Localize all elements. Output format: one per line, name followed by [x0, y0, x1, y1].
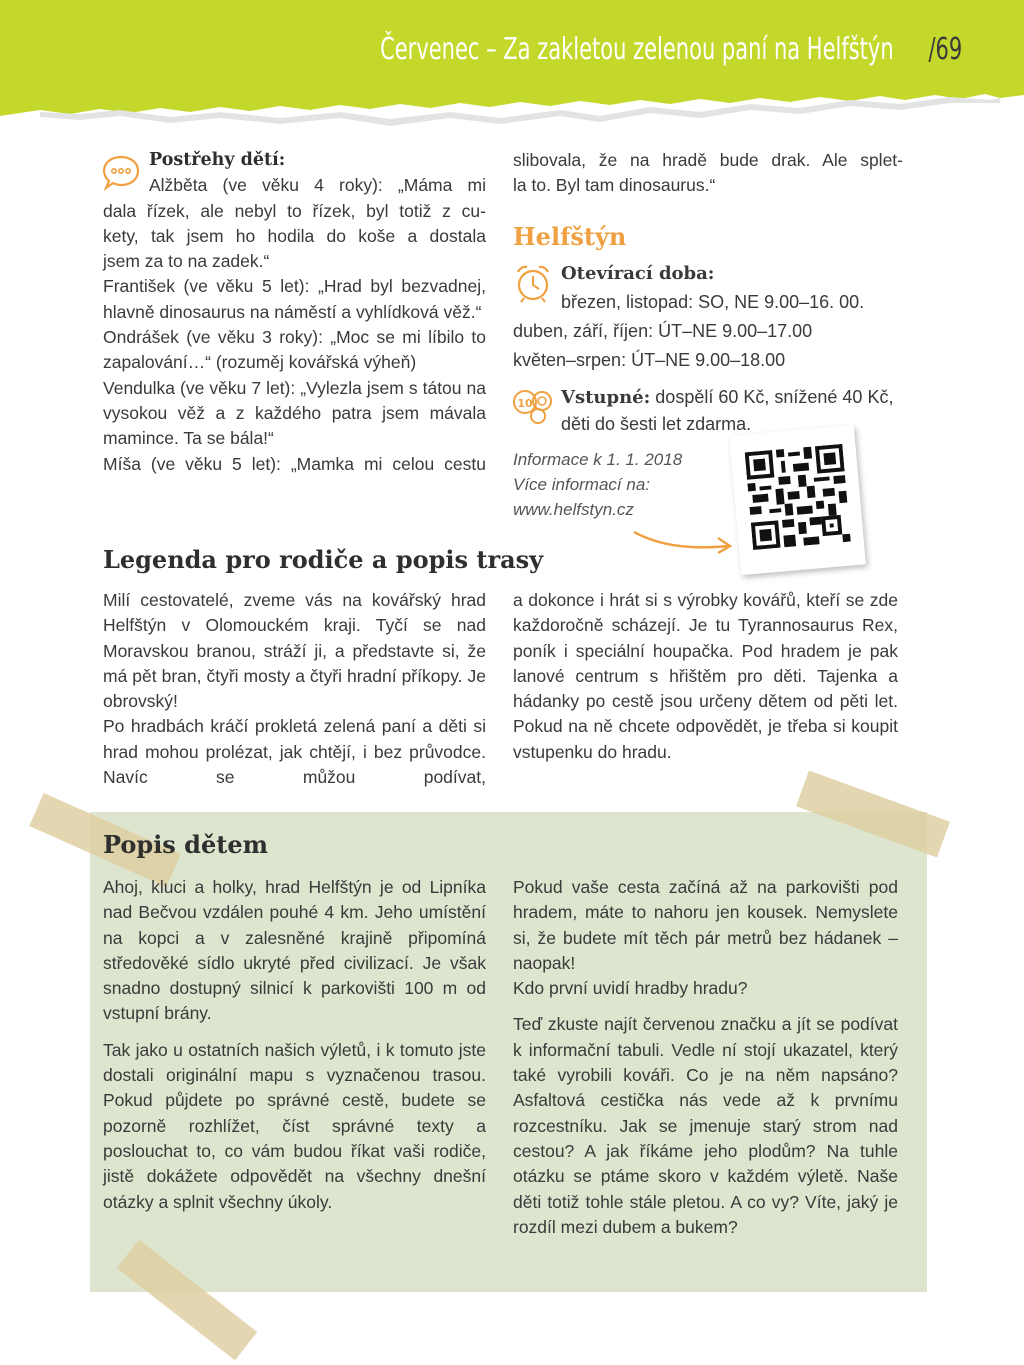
website-link[interactable]: www.helfstyn.cz: [513, 500, 634, 519]
svg-text:10: 10: [517, 397, 533, 410]
kids-right-column: [513, 875, 898, 1240]
kids-paragraph-4: Kdo první uvidí hradby hradu?: [513, 978, 748, 999]
kids-paragraph-3: Pokud vaše cesta začíná až na parkovišti pod hradem, máte to nahoru jen kousek. Nemyslete si, že budete mít těch pár metrů bez hádanek – naopak!: [513, 877, 898, 973]
coins-icon: [512, 388, 556, 424]
info-date: Informace k 1. 1. 2018: [513, 450, 683, 469]
observation-misa: Míša (ve věku 5 let): „Mamka mi celou cestu: [103, 453, 486, 474]
legend-right-column: [513, 588, 898, 765]
admission-label: Vstupné:: [561, 387, 651, 408]
observation-ondrasek: Ondrášek (ve věku 3 roky): „Moc se mi líbilo to zapalování…“ (rozuměj kovářská výheň): [103, 327, 486, 373]
qr-code-icon: [745, 444, 851, 550]
opening-hours-1: březen, listopad: SO, NE 9.00–16. 00.: [561, 292, 865, 312]
page-number: /69: [928, 32, 962, 67]
observations-block: [103, 148, 486, 477]
opening-label: Otevírací doba:: [561, 263, 715, 284]
observation-frantisek: František (ve věku 5 let): „Hrad byl bezvadnej, hlavně dinosaurus na náměstí a vyhlídková věž.“: [103, 276, 486, 322]
observation-line-4: jsem za to na zadek.“: [103, 251, 270, 272]
castle-title: Helfštýn: [513, 222, 627, 251]
arrow-icon: [630, 520, 740, 560]
observation-misa-cont-2: la to. Byl tam dinosaurus.“: [513, 175, 716, 196]
legend-paragraph-1: Milí cestovatelé, zveme vás na kovářský hrad Helfštýn v Olomouckém kraji. Tyčí se nad Moravskou branou, stráží ji, a představte si, že má pět bran, čtyři mosty a čtyři hradní příkopy. Je obrovský!: [103, 590, 486, 712]
observation-misa-cont-1: slibovala, že na hradě bude drak. Ale splet-: [513, 150, 903, 170]
kids-paragraph-2: Tak jako u ostatních našich výletů, i k tomuto jste dostali originální mapu s vyznačenou trasou. Pokud půjdete po správné cestě, budete se pozorně rozhlížet, číst správné texty a poslouchat to, co vám budou říkat vaši rodiče, jistě dokážete odpovědět na všechny dnešní otázky a splnit všechny úkoly.: [103, 1039, 486, 1212]
legend-paragraph-2: Po hradbách kráčí prokletá zelená paní a děti si hrad mohou prolézat, jak chtějí, i bez průvodce. Navíc se můžou podívat,: [103, 716, 486, 788]
legend-heading: Legenda pro rodiče a popis trasy: [103, 545, 544, 574]
observation-line-1: Alžběta (ve věku 4 roky): „Máma mi: [149, 175, 486, 196]
admission: [561, 384, 906, 438]
opening-hours: [513, 259, 908, 375]
legend-paragraph-3: a dokonce i hrát si s výrobky kovářů, kteří se zde každoročně scházejí. Je tu Tyrannosaurus Rex, poník i speciální houpačka. Pod hradem je pak lanové centrum s hřištěm pro děti. Tajenka a hádanky po cestě jsou určeny dětem od pěti let. Pokud na ně chcete odpovědět, je třeba si koupit vstupenku do hradu.: [513, 590, 898, 762]
kids-heading: Popis dětem: [103, 830, 268, 859]
admission-line-2: děti do šesti let zdarma.: [561, 414, 752, 434]
opening-hours-3: květen–srpen: ÚT–NE 9.00–18.00: [513, 350, 786, 370]
observation-vendulka: Vendulka (ve věku 7 let): „Vylezla jsem s tátou na vysokou věž a z každého patra jsem mávala mamince. Ta se bála!“: [103, 377, 486, 449]
qr-code-card[interactable]: [729, 425, 866, 575]
observation-line-3: kety, tak jsem ho hodila do koše a dostala: [103, 225, 486, 246]
legend-left-column: [103, 588, 486, 790]
kids-paragraph-1: Ahoj, kluci a holky, hrad Helfštýn je od Lipníka nad Bečvou vzdálen pouhé 4 km. Jeho umístění na kopci a v zalesněné krajině připomíná středověké sídlo ukryté před civilizací. Je však snadno dostupný silnicí k parkovišti 100 m od vstupní brány.: [103, 877, 486, 1024]
kids-paragraph-5: Teď zkuste najít červenou značku a jít se podívat k informační tabuli. Vedle ní stojí ukazatel, který také vyrobili kováři. Co je na něm napsáno? Asfaltová cestička nás vede až k prvnímu rozcestníku. Jak se jmenuje starý strom nad cestou? A jak říkáme jeho plodům? Na tuhle otázku se ptáme skoro v každém výletě. Naše děti totiž tohle stále pletou. A co vy? Víte, jaký je rozdíl mezi dubem a bukem?: [513, 1014, 898, 1237]
opening-hours-2: duben, září, říjen: ÚT–NE 9.00–17.00: [513, 321, 813, 341]
observation-continuation: [513, 148, 903, 199]
info-footnote: [513, 447, 733, 522]
observations-heading: Postřehy dětí:: [149, 150, 286, 170]
admission-line-1: dospělí 60 Kč, snížené 40 Kč,: [655, 387, 894, 407]
chapter-title: Červenec – Za zakletou zelenou paní na Helfštýn: [380, 32, 894, 67]
observation-line-2: dala řízek, ale nebyl to řízek, byl totiž z cu-: [103, 200, 486, 221]
kids-left-column: [103, 875, 486, 1215]
more-info-label: Více informací na:: [513, 475, 651, 494]
